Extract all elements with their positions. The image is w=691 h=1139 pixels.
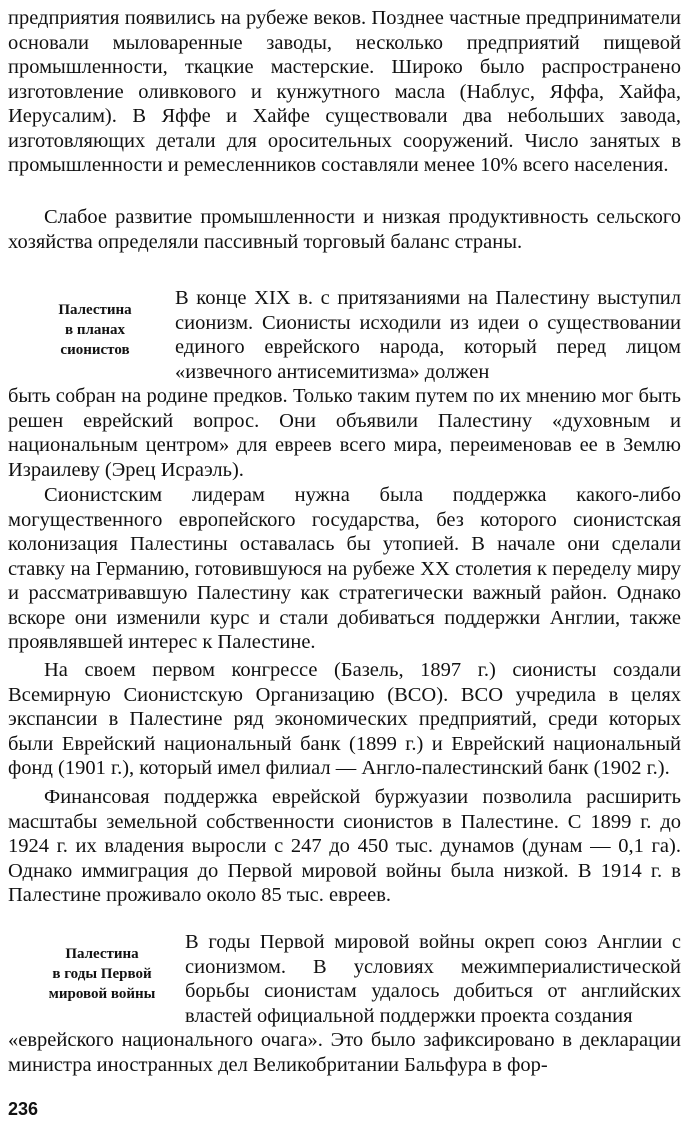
- page-number: 236: [8, 1099, 39, 1119]
- paragraph-ww1-start: В годы Первой мировой войны окреп союз Англии с сионизмом. В условиях межимпериалистической борьбы сионистам удалось добиться от английских властей официальной поддержки проекта создания: [185, 931, 681, 1027]
- paragraph-financial-support: Финансовая поддержка еврейской буржуазии позволила расширить масштабы земельной собственности сионистов в Палестине. С 1899 г. до 1924 г. их владения выросли с 247 до 450 тыс. дунамов (дунам — 0,1 га). Однако иммиграция до Первой мировой войны была низкой. В 1914 г. в Палестине проживало около 85 тыс. евреев.: [8, 786, 681, 906]
- sidebar-heading-ww1: Палестина в годы Первой мировой войны: [48, 946, 156, 1002]
- paragraph-zionism-continuation: быть собран на родине предков. Только таким путем по их мнению мог быть решен еврейский вопрос. Они объявили Палестину «духовным и национальным центром» для евреев всего мира, переименовав ее в Землю Израилеву (Эрец Исраэль).: [8, 385, 681, 481]
- paragraph-zionism-start: В конце XIX в. с притязаниями на Палестину выступил сионизм. Сионисты исходили из идеи о существовании единого еврейского народа, который перед лицом «извечного антисемитизма» должен: [175, 287, 681, 383]
- paragraph-basel-congress: На своем первом конгрессе (Базель, 1897 г.) сионисты создали Всемирную Сионистскую Организацию (ВСО). ВСО учредила в целях экспансии в Палестине ряд экономических предприятий, среди которых были Еврейский национальный банк (1899 г.) и Еврейский национальный фонд (1901 г.), который имел филиал — Англо-палестинский банк (1902 г.).: [8, 659, 681, 779]
- sidebar-heading-zionist-plans: Палестина в планах сионистов: [58, 302, 132, 358]
- paragraph-ww1-continuation: «еврейского национального очага». Это было зафиксировано в декларации министра иностранных дел Великобритании Бальфура в фор-: [8, 1029, 681, 1076]
- paragraph-zionist-leaders: Сионистским лидерам нужна была поддержка какого-либо могущественного европейского государства, без которого сионистская колонизация Палестины оставалась бы утопией. В начале они сделали ставку на Германию, готовившуюся на рубеже XX столетия к переделу миру и рассматривавшую Палестину как стратегически важный район. Однако вскоре они изменили курс и стали добиваться поддержки Англии, также проявлявшей интерес к Палестине.: [8, 484, 681, 653]
- paragraph-weak-industry: Слабое развитие промышленности и низкая продуктивность сельского хозяйства определяли пассивный торговый баланс страны.: [8, 206, 681, 253]
- paragraph-intro-continued: предприятия появились на рубеже веков. Позднее частные предприниматели основали мыловаренные заводы, несколько предприятий пищевой промышленности, ткацкие мастерские. Широко было распространено изготовление оливкового и кунжутного масла (Наблус, Яффа, Хайфа, Иерусалим). В Яффе и Хайфе существовали два небольших завода, изготовляющих детали для оросительных сооружений. Число занятых в промышленности и ремесленников составляли менее 10% всего населения.: [8, 7, 681, 176]
